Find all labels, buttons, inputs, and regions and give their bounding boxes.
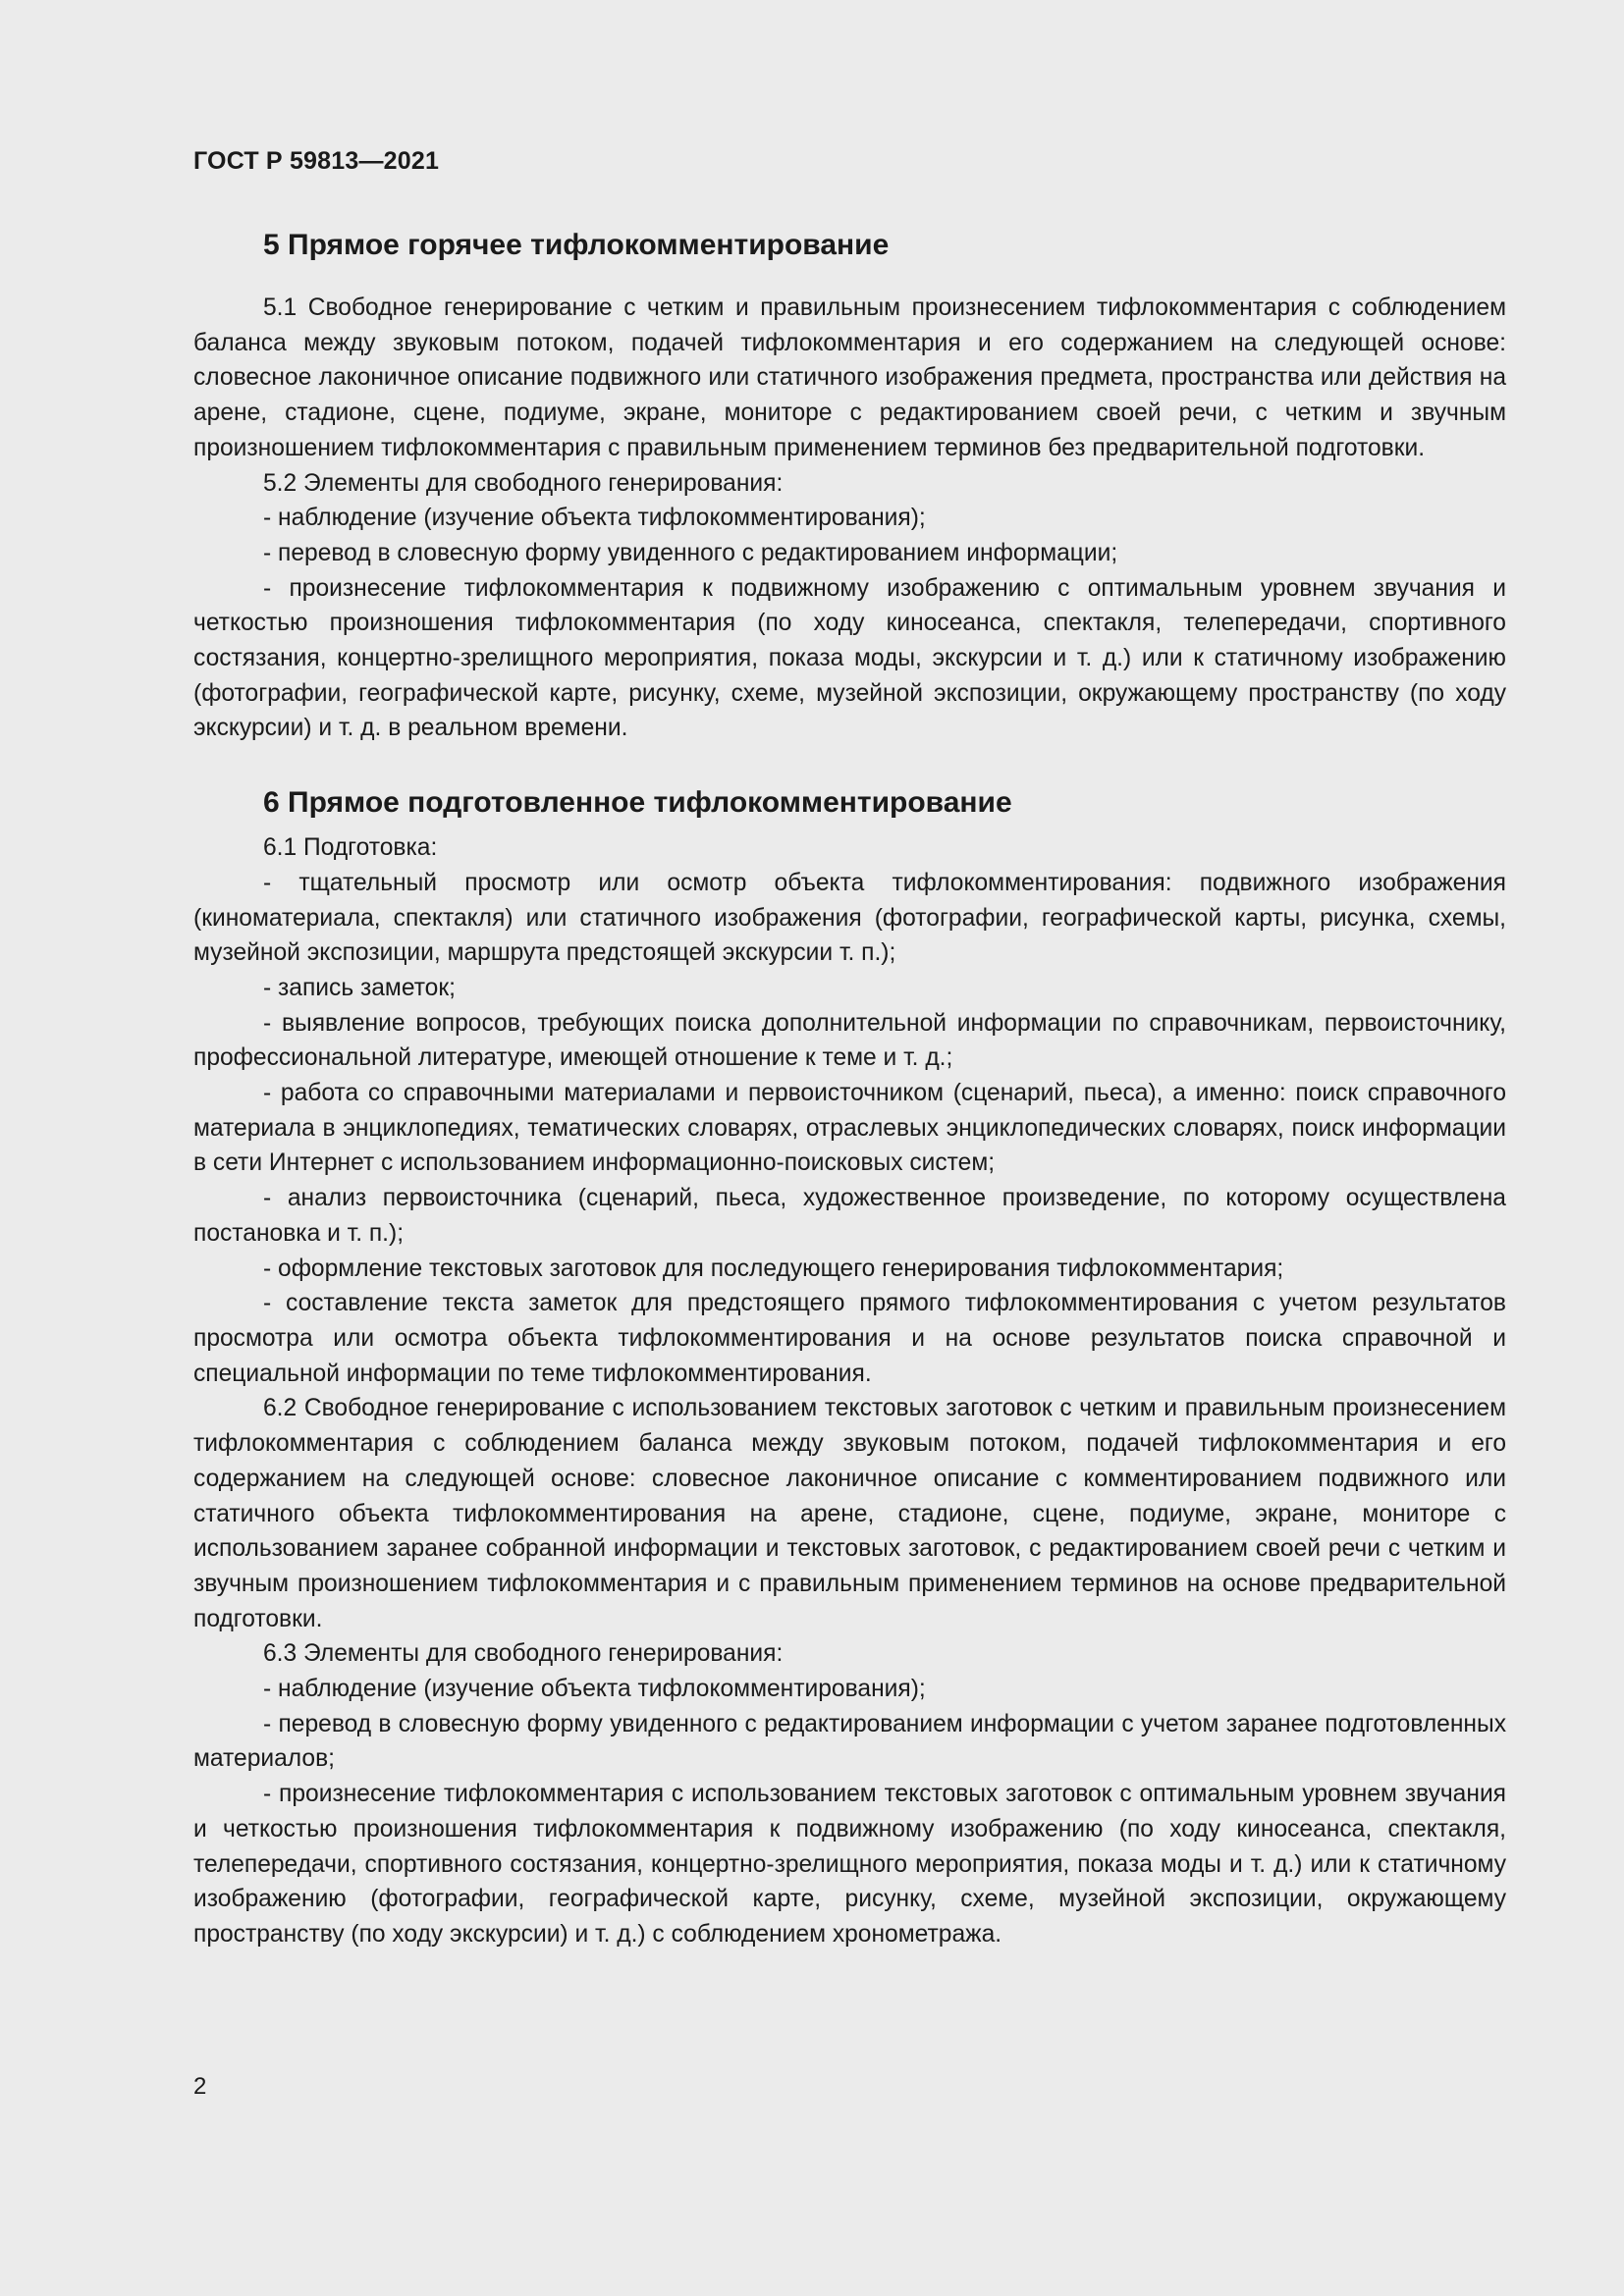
list-item: - наблюдение (изучение объекта тифлокомментирования); — [263, 505, 926, 532]
list-item: - работа со справочными материалами и первоисточником (сценарий, пьеса), а именно: поиск справочного материала в энциклопедиях, тематических словарях, отраслевых энциклопедических словарях, поиск информации в сети Интернет с использованием информационно-поисковых систем; — [193, 1080, 1506, 1177]
list-item: - анализ первоисточника (сценарий, пьеса, художественное произведение, по которому осуществлена постановка и т. п.); — [193, 1185, 1506, 1247]
list-item: - тщательный просмотр или осмотр объекта тифлокомментирования: подвижного изображения (киноматериала, спектакля) или статичного изображения (фотографии, географической карты, рисунка, схемы, музейной экспозиции, маршрута предстоящей экскурсии т. п.); — [193, 869, 1506, 967]
document-body — [193, 222, 1506, 1952]
paragraph-5-1: 5.1 Свободное генерирование с четким и правильным произнесением тифлокомментария с соблюдением баланса между звуковым потоком, подачей тифлокомментария и его содержанием на следующей основе: словесное лаконичное описание подвижного или статичного изображения предмета, пространства или действия на арене, стадионе, сцене, подиуме, экране, мониторе с редактированием своей речи, с четким и звучным произношением тифлокомментария с правильным применением терминов без предварительной подготовки. — [193, 294, 1506, 461]
list-item: - произнесение тифлокомментария с использованием текстовых заготовок с оптимальным уровнем звучания и четкостью произношения тифлокомментария к подвижному изображению (по ходу киносеанса, спектакля, телепередачи, спортивного состязания, концертно-зрелищного мероприятия, показа моды и т. д.) или к статичному изображению (фотографии, географической карте, рисунку, схеме, музейной экспозиции, окружающему пространству (по ходу экскурсии) и т. д.) с соблюдением хронометража. — [193, 1781, 1506, 1948]
list-item: - составление текста заметок для предстоящего прямого тифлокомментирования с учетом результатов просмотра или осмотра объекта тифлокомментирования и на основе результатов поиска справочной и специальной информации по теме тифлокомментирования. — [193, 1290, 1506, 1387]
page-number: 2 — [193, 2073, 207, 2100]
list-item: - произнесение тифлокомментария к подвижному изображению с оптимальным уровнем звучания и четкостью произношения тифлокомментария (по ходу киносеанса, спектакля, телепередачи, спортивного состязания, концертно-зрелищного мероприятия, показа моды, экскурсии и т. д.) или к статичному изображению (фотографии, географической карте, рисунку, схеме, музейной экспозиции, окружающему пространству (по ходу экскурсии) и т. д. в реальном времени. — [193, 574, 1506, 742]
paragraph-6-1: 6.1 Подготовка: — [263, 834, 438, 862]
section-5-title: 5 Прямое горячее тифлокомментирование — [263, 229, 890, 261]
list-item: - оформление текстовых заготовок для последующего генерирования тифлокомментария; — [263, 1255, 1284, 1282]
list-item: - перевод в словесную форму увиденного с редактированием информации; — [263, 539, 1118, 566]
paragraph-6-2: 6.2 Свободное генерирование с использованием текстовых заготовок с четким и правильным произнесением тифлокомментария с соблюдением баланса между звуковым потоком, подачей тифлокомментария и его содержанием на следующей основе: словесное лаконичное описание с комментированием подвижного или статичного объекта тифлокомментирования на арене, стадионе, сцене, подиуме, экране, мониторе с использованием заранее собранной информации и текстовых заготовок, с редактированием своей речи с четким и звучным произношением тифлокомментария и с правильным применением терминов на основе предварительной подготовки. — [193, 1395, 1506, 1632]
paragraph-5-2: 5.2 Элементы для свободного генерирования: — [263, 469, 784, 497]
list-item: - наблюдение (изучение объекта тифлокомментирования); — [263, 1676, 926, 1703]
section-6-title: 6 Прямое подготовленное тифлокомментирование — [263, 786, 1012, 820]
paragraph-6-3: 6.3 Элементы для свободного генерирования: — [263, 1640, 784, 1668]
document-code: ГОСТ Р 59813—2021 — [193, 147, 440, 175]
list-item: - запись заметок; — [263, 974, 456, 1001]
list-item: - перевод в словесную форму увиденного с редактированием информации с учетом заранее подготовленных материалов; — [193, 1710, 1506, 1773]
list-item: - выявление вопросов, требующих поиска дополнительной информации по справочникам, первоисточнику, профессиональной литературе, имеющей отношение к теме и т. д.; — [193, 1009, 1506, 1072]
